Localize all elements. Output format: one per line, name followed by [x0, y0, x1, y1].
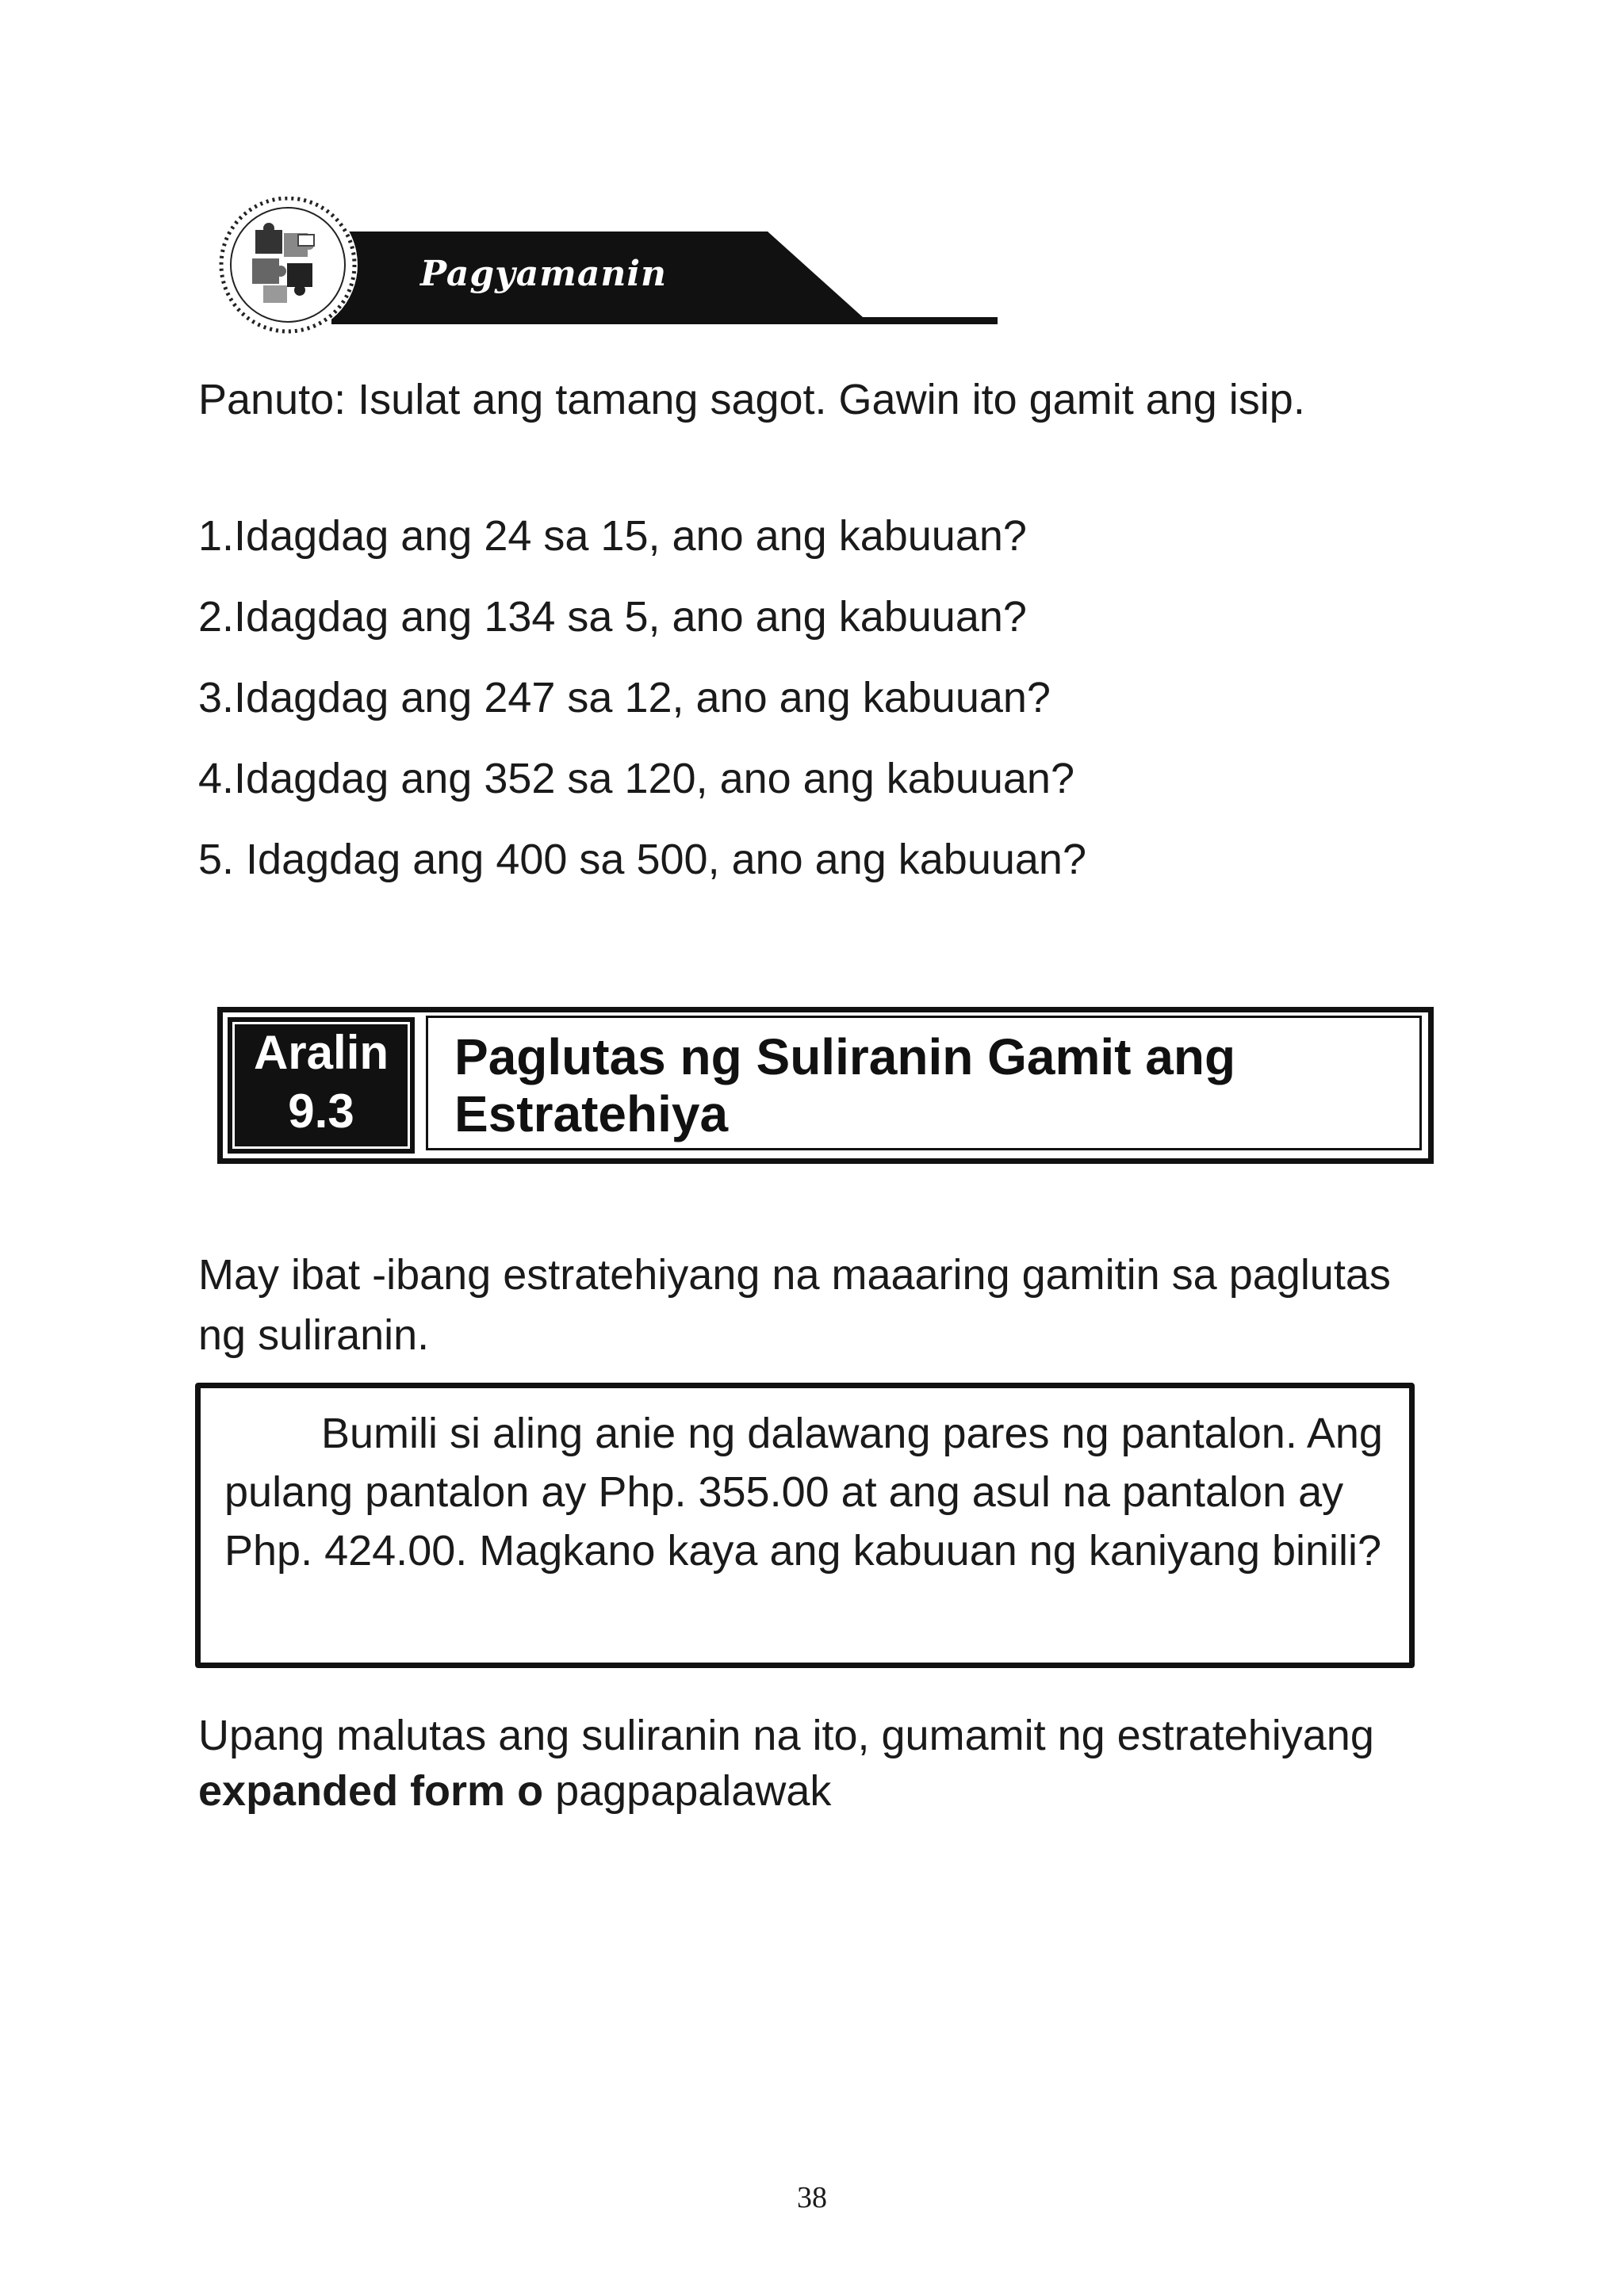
question-item: 5. Idagdag ang 400 sa 500, ano ang kabuuan? — [198, 836, 1086, 883]
page-number: 38 — [797, 2181, 827, 2214]
lesson-number: 9.3 — [288, 1085, 354, 1138]
strategy-bold-term: expanded form o — [198, 1767, 544, 1815]
lesson-label-line1: Aralin — [253, 1026, 389, 1079]
section-title: Pagyamanin — [420, 254, 668, 294]
lesson-label — [228, 1017, 415, 1154]
section-banner — [213, 197, 998, 346]
puzzle-pieces-icon — [241, 219, 335, 312]
strategy-text-before: Upang malutas ang suliranin na ito, gumamit ng estratehiyang — [198, 1712, 1374, 1759]
lesson-header — [217, 1007, 1434, 1164]
question-item: 3.Idagdag ang 247 sa 12, ano ang kabuuan? — [198, 674, 1051, 721]
problem-box — [195, 1383, 1415, 1668]
strategy-text — [198, 1708, 1435, 1819]
intro-text: May ibat -ibang estratehiyang na maaaring gamitin sa paglutas ng suliranin. — [198, 1251, 1391, 1359]
problem-text: Bumili si aling anie ng dalawang pares ng pantalon. Ang pulang pantalon ay Php. 355.00 at ang asul na pantalon ay Php. 424.00. Magkano kaya ang kabuuan ng kaniyang binili? — [224, 1410, 1383, 1575]
strategy-text-after: pagpapalawak — [543, 1767, 832, 1815]
question-item: 4.Idagdag ang 352 sa 120, ano ang kabuuan? — [198, 755, 1074, 802]
question-item: 2.Idagdag ang 134 sa 5, ano ang kabuuan? — [198, 593, 1027, 641]
instructions-text: Panuto: Isulat ang tamang sagot. Gawin ito gamit ang isip. — [198, 376, 1305, 423]
question-list — [198, 506, 1086, 910]
lesson-title: Paglutas ng Suliranin Gamit ang Estratehiya — [454, 1028, 1236, 1142]
question-item: 1.Idagdag ang 24 sa 15, ano ang kabuuan? — [198, 512, 1027, 560]
